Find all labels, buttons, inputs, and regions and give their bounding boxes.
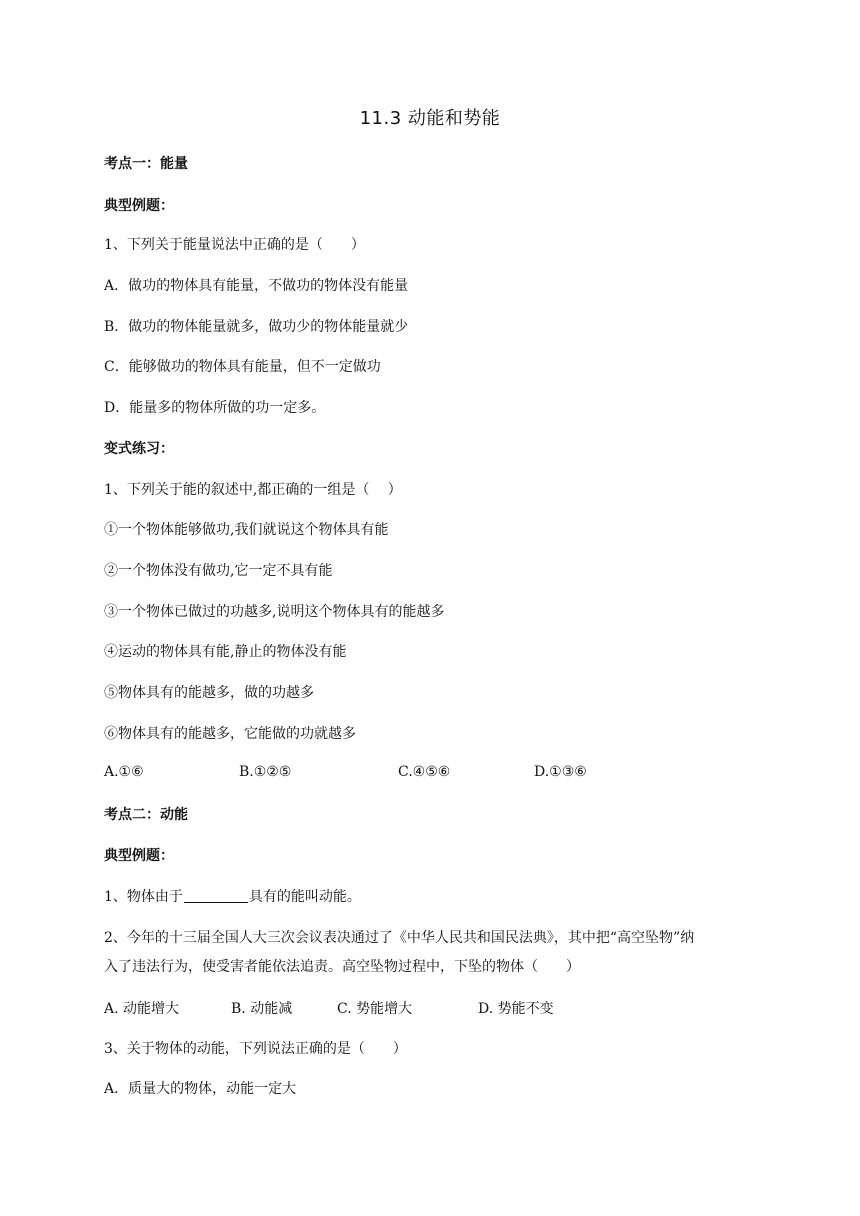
statement-item: ③一个物体已做过的功越多,说明这个物体具有的能越多 [104, 604, 445, 620]
section-heading: 考点一：能量 [104, 156, 188, 172]
question-text: 1、下列关于能的叙述中,都正确的一组是（ ） [104, 482, 402, 498]
section-heading: 考点二：动能 [104, 807, 188, 823]
statement-item: ②一个物体没有做功,它一定不具有能 [104, 563, 333, 579]
choice-a: A. 动能增大 [104, 1001, 180, 1017]
option-c: C．能够做功的物体具有能量，但不一定做功 [104, 359, 381, 375]
option-d: D．能量多的物体所做的功一定多。 [104, 400, 326, 416]
example-heading: 典型例题： [104, 198, 174, 214]
choice-c: C. 势能增大 [337, 1001, 413, 1017]
question-text: 1、下列关于能量说法中正确的是（ ） [104, 237, 365, 253]
choice-d: D.①③⑥ [534, 764, 587, 780]
statement-item: ⑥物体具有的能越多，它能做的功就越多 [104, 726, 356, 742]
choice-a: A.①⑥ [104, 764, 144, 780]
question-prefix: 1、物体由于 [104, 889, 183, 905]
answer-blank[interactable] [184, 888, 248, 903]
option-a: A．做功的物体具有能量，不做功的物体没有能量 [104, 278, 409, 294]
choice-b: B.①②⑤ [239, 764, 292, 780]
statement-item: ①一个物体能够做功,我们就说这个物体具有能 [104, 522, 389, 538]
question-text: 3、关于物体的动能，下列说法正确的是（ ） [104, 1041, 407, 1057]
choice-d: D. 势能不变 [478, 1001, 554, 1017]
choice-c: C.④⑤⑥ [398, 764, 451, 780]
practice-heading: 变式练习： [104, 441, 174, 457]
option-b: B．做功的物体能量就多，做功少的物体能量就少 [104, 319, 409, 335]
example-heading: 典型例题： [104, 848, 174, 864]
statement-item: ④运动的物体具有能,静止的物体没有能 [104, 644, 347, 660]
page-title: 11.3 动能和势能 [359, 108, 501, 129]
option-a: A．质量大的物体，动能一定大 [104, 1081, 297, 1097]
question-suffix: 具有的能叫动能。 [248, 889, 361, 905]
fill-blank-question [104, 887, 361, 907]
statement-item: ⑤物体具有的能越多，做的功越多 [104, 685, 314, 701]
question-text: 2、今年的十三届全国人大三次会议表决通过了《中华人民共和国民法典》，其中把“高空坠物”纳 [104, 930, 695, 946]
choice-b: B. 动能减 [231, 1001, 293, 1017]
question-text-continued: 入了违法行为，使受害者能依法追责。高空坠物过程中，下坠的物体（ ） [104, 959, 580, 975]
